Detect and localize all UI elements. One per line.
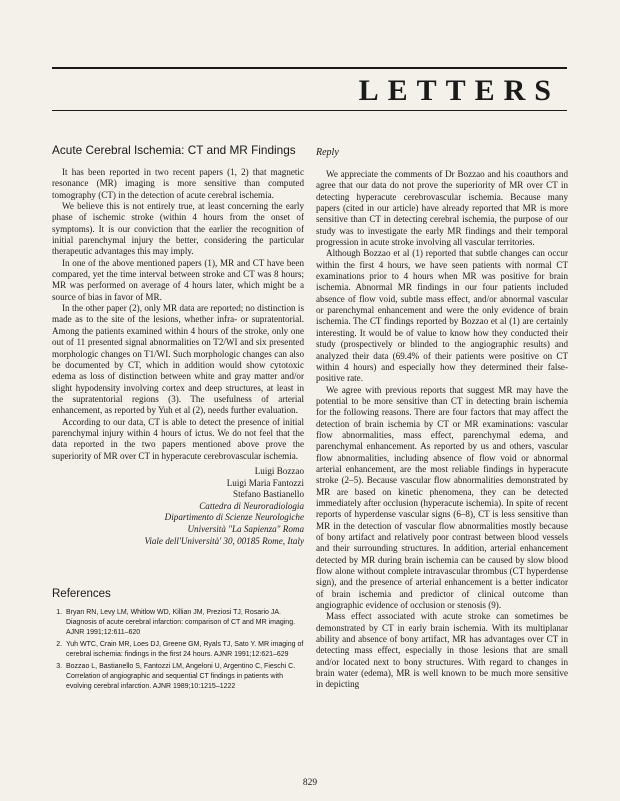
signature-block — [52, 466, 304, 547]
right-column — [316, 143, 568, 691]
top-rule — [52, 67, 567, 69]
affiliation-line: Viale dell'Università' 30, 00185 Rome, Italy — [144, 535, 304, 546]
author-name: Luigi Bozzao — [254, 465, 304, 476]
letter-paragraph: In the other paper (2), only MR data are reported; no distinction is made as to the site of the lesions, whether infra- or supratentorial. Among the patients examined within 4 hours of the stroke, only one out of 11 presented signal abnormalities on T2/WI and six presented morphologic changes on T1/WI. Such morphologic changes can also be documented by CT, which in addition would show cytotoxic edema as loss of distinction between white and gray matter and/or slight hypodensity involving cortex and deep structures, at least in the supratentorial regions (3). The usefulness of arterial enhancement, as reported by Yuh et al (2), needs further evaluation. — [52, 303, 304, 416]
letter-title: Acute Cerebral Ischemia: CT and MR Findings — [52, 143, 296, 157]
letter-paragraph: It has been reported in two recent papers (1, 2) that magnetic resonance (MR) imaging is more sensitive than computed tomography (CT) in the detection of acute cerebral ischemia. — [52, 167, 304, 200]
affiliation-line: Dipartimento di Scienze Neurologiche — [164, 512, 304, 523]
reply-paragraph: We agree with previous reports that suggest MR may have the potential to be more sensitive than CT in detecting brain ischemia for the following reasons. There are four factors that may affect the detection of brain ischemia by CT or MR examinations: vascular flow abnormalities, mass effect, parenchymal edema, and parenchymal enhancement. As reported by us and others, vascular flow abnormalities, including absence of flow void or abnormal arterial enhancement, are the most reliable findings in hyperacute stroke (2–5). Because vascular flow abnormalities demonstrated by MR are based on kinetic phenomena, they can be detected immediately after occlusion (hyperacute ischemia). In spite of recent reports of hyperdense vascular signs (6–8), CT is less sensitive than MR in the detection of vascular flow abnormalities mostly because of bony artifact and relatively poor contrast between blood vessels and their surrounding structures. In addition, arterial enhancement detected by MR during brain ischemia can be caused by slow blood flow alone without complete intravascular thrombus (CT hyperdense sign), and the presence of arterial enhancement is a better indicator of brain ischemia and predictor of clinical outcome than angiographic evidence of occlusion or stenosis (9). — [316, 384, 568, 611]
reference-item: 2. Yuh WTC, Crain MR, Loes DJ, Greene GM, Ryals TJ, Sato Y. MR imaging of cerebral ischemia: findings in the first 24 hours. AJNR 1991;12:621–629 — [64, 640, 304, 659]
reply-title: Reply — [316, 147, 339, 158]
letter-paragraph: We believe this is not entirely true, at least concerning the early phase of ischemic stroke (within 4 hours from the onset of symptoms). It is our conviction that the earlier the recognition of initial parenchymal injury the better, considering the particular therapeutic advantages this may imply. — [52, 201, 304, 257]
reference-item: 3. Bozzao L, Bastianello S, Fantozzi LM, Angeloni U, Argentino C, Fieschi C. Correlation of angiographic and sequential CT findings in patients with evolving cerebral infarction. AJNR 1989;10:1215–1222 — [64, 662, 304, 691]
page-number: 829 — [302, 778, 318, 788]
bottom-rule — [52, 110, 567, 111]
section-title: LETTERS — [358, 74, 560, 107]
references-heading: References — [52, 588, 111, 601]
author-name: Luigi Maria Fantozzi — [226, 477, 304, 488]
letter-paragraph: According to our data, CT is able to detect the presence of initial parenchymal injury within 4 hours of ictus. We do not feel that the data reported in the two papers mentioned above prove the superiority of MR over CT in hyperacute cerebrovascular ischemia. — [52, 416, 304, 461]
reference-item: 1. Bryan RN, Levy LM, Whitlow WD, Killian JM, Preziosi TJ, Rosario JA. Diagnosis of acute cerebral infarction: comparison of CT and MR imaging. AJNR 1991;12:611–620 — [64, 608, 304, 637]
reply-paragraph: Although Bozzao et al (1) reported that subtle changes can occur within the first 4 hours, we have seen patients with normal CT examinations prior to 4 hours when MR was positive for brain ischemia. Abnormal MR findings in our four patients included absence of flow void, subtle mass effect, and/or abnormal vascular or parenchymal enhancement and were the only evidence of brain ischemia. The CT findings reported by Bozzao et al (1) are certainly interesting. It would be of value to know how they conducted their study (prospectively or blinded to the angiographic results) and analyzed their data (69.4% of their patients were positive on CT within 4 hours) and especially how they determined their false-positive rate. — [316, 248, 568, 384]
references-list — [52, 608, 304, 691]
reply-paragraph: We appreciate the comments of Dr Bozzao and his coauthors and agree that our data do not prove the superiority of MR over CT in detecting hyperacute cerebrovascular ischemia. Because many papers (cited in our article) have already reported that MR is more sensitive than CT in detecting cerebral ischemia, the purpose of our study was to investigate the early MR findings and their temporal progression in acute stroke involving all vascular territories. — [316, 169, 568, 248]
author-name: Stefano Bastianello — [233, 489, 304, 500]
left-column — [52, 143, 304, 694]
letter-paragraph: In one of the above mentioned papers (1), MR and CT have been compared, yet the time interval between stroke and CT was 8 hours; MR was performed on average of 4 hours later, which might be a source of bias in favor of MR. — [52, 257, 304, 302]
affiliation-line: Università "La Sapienza" Roma — [187, 523, 304, 534]
affiliation-line: Cattedra di Neuroradiologia — [199, 500, 304, 511]
reply-paragraph: Mass effect associated with acute stroke can sometimes be demonstrated by CT in early brain ischemia. With its multiplanar ability and absence of bony artifact, MR has advantages over CT in detecting mass effect, especially in those lesions that are small and/or located next to bony structures. With regard to changes in brain water (edema), MR is well known to be much more sensitive in depicting — [316, 611, 568, 690]
